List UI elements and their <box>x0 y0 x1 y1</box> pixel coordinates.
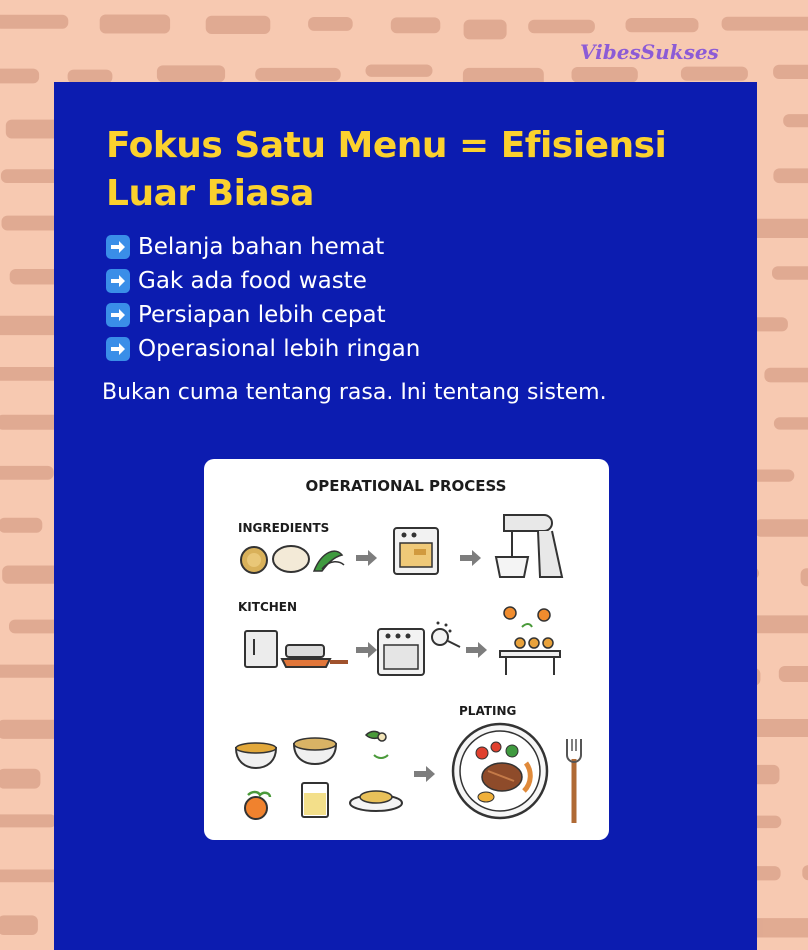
brush-stroke <box>391 17 441 33</box>
benefit-item <box>106 264 666 298</box>
oven-icon <box>394 528 438 574</box>
brush-stroke <box>772 266 808 280</box>
brush-stroke <box>255 68 341 81</box>
benefit-text: Operasional lebih ringan <box>138 336 421 362</box>
operational-process-illustration <box>204 459 609 840</box>
brush-stroke <box>0 769 40 789</box>
section-label-kitchen: KITCHEN <box>238 600 298 614</box>
greens-icon <box>314 551 344 571</box>
pan-icon <box>241 547 267 573</box>
fridge-icon <box>245 631 277 667</box>
stove-icon <box>378 629 424 675</box>
brush-stroke <box>0 814 56 827</box>
brush-stroke <box>100 15 170 34</box>
dough-icon <box>273 546 309 572</box>
brush-stroke <box>464 20 507 40</box>
brush-stroke <box>0 518 42 533</box>
brush-stroke <box>722 17 808 31</box>
benefit-text: Belanja bahan hemat <box>138 234 385 260</box>
brush-stroke <box>774 417 808 429</box>
brush-stroke <box>626 18 699 32</box>
section-label-plating: PLATING <box>459 704 517 718</box>
brush-stroke <box>779 666 808 682</box>
brush-stroke <box>308 17 353 31</box>
right-arrow-icon <box>106 269 130 293</box>
stand-mixer-icon <box>496 515 562 577</box>
orange-icon <box>245 792 270 819</box>
section-label-ingredients: INGREDIENTS <box>238 521 330 535</box>
benefit-item <box>106 298 666 332</box>
benefit-item <box>106 230 666 264</box>
brush-stroke <box>0 15 68 29</box>
dinner-plate-icon <box>453 724 547 818</box>
brand-logo-text: VibesSukses <box>580 40 719 64</box>
illustration-heading: OPERATIONAL PROCESS <box>305 477 507 495</box>
brush-stroke <box>801 568 808 586</box>
brush-stroke <box>206 16 271 34</box>
fork-icon <box>567 739 581 823</box>
brush-stroke <box>802 865 808 880</box>
frying-pan-icon <box>282 645 348 667</box>
brush-stroke <box>749 918 808 937</box>
brush-stroke <box>528 20 595 34</box>
benefit-text: Gak ada food waste <box>138 268 367 294</box>
soup-bowl-icon <box>236 743 276 768</box>
brush-stroke <box>681 67 748 81</box>
juice-glass-icon <box>302 783 328 817</box>
benefit-text: Persiapan lebih cepat <box>138 302 386 328</box>
grain-bowl-icon <box>294 738 336 764</box>
brush-stroke <box>755 519 808 536</box>
brush-stroke <box>366 65 433 77</box>
tagline: Bukan cuma tentang rasa. Ini tentang sistem. <box>102 380 607 405</box>
right-arrow-icon <box>106 303 130 327</box>
brush-stroke <box>764 368 808 383</box>
arrow-icon <box>414 766 435 782</box>
benefit-item <box>106 332 666 366</box>
pasta-plate-icon <box>350 791 402 811</box>
brush-stroke <box>0 915 38 935</box>
right-arrow-icon <box>106 235 130 259</box>
brush-stroke <box>0 466 54 480</box>
serving-table-icon <box>500 607 560 675</box>
benefit-list <box>106 230 666 366</box>
arrow-icon <box>466 642 487 658</box>
brush-stroke <box>773 168 808 183</box>
arrow-icon <box>356 550 377 566</box>
brush-stroke <box>157 65 225 82</box>
herbs-icon <box>366 731 388 758</box>
steam-icon <box>432 622 460 648</box>
brush-stroke <box>572 67 638 83</box>
right-arrow-icon <box>106 337 130 361</box>
arrow-icon <box>460 550 481 566</box>
post-title: Fokus Satu Menu = Efisiensi Luar Biasa <box>106 125 667 214</box>
brush-stroke <box>0 69 39 84</box>
arrow-icon <box>356 642 377 658</box>
brand-logo <box>578 36 719 68</box>
content-card <box>54 82 757 950</box>
brush-stroke <box>783 114 808 127</box>
brush-stroke <box>773 65 808 79</box>
